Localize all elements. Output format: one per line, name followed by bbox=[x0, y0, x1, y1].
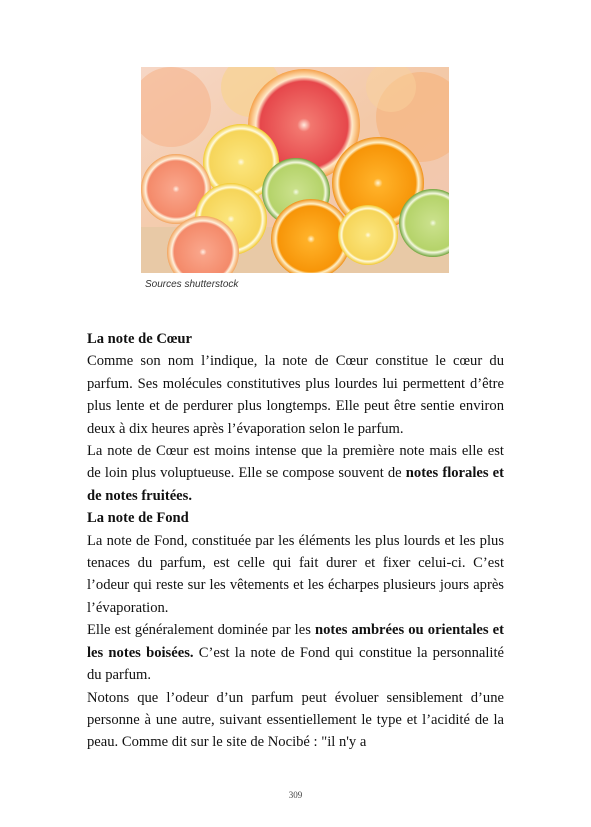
heart-note-emphasis: notes florales et de notes fruitées. bbox=[87, 465, 504, 504]
heart-note-paragraph-2-text: La note de Cœur est moins intense que la première note mais elle est de loin plus voluptueuse. Elle se compose souvent de bbox=[87, 443, 504, 482]
body-text bbox=[87, 328, 504, 754]
base-note-paragraph-3: Notons que l’odeur d’un parfum peut évoluer sensiblement d’une personne à une autre, suivant essentiellement le type et l’acidité de la peau. Comme dit sur le site de Nocibé : "il n'y a bbox=[87, 689, 504, 751]
photo-caption: Sources shutterstock bbox=[145, 279, 239, 290]
base-note-heading: La note de Fond bbox=[87, 510, 189, 527]
base-note-paragraph-2-end: C’est la note de Fond qui constitue la personnalité du parfum. bbox=[87, 644, 504, 684]
heart-note-heading: La note de Cœur bbox=[87, 331, 192, 347]
heart-note-paragraph-1: Comme son nom l’indique, la note de Cœur constitue le cœur du parfum. Ses molécules constitutives plus lourdes lui permettent d’être plus lente et de perdurer plus longtemps. Elle peut être sentie environ deux à dix heures après l’évaporation selon le parfum. bbox=[87, 353, 504, 437]
base-note-paragraph-1: La note de Fond, constituée par les éléments les plus lourds et les plus tenaces du parfum, est celle qui fait durer et fixer celui-ci. C’est l’odeur qui reste sur les vêtements et les écharpes plusieurs jours après l’évaporation. bbox=[87, 532, 504, 616]
base-note-emphasis: notes ambrées ou orientales et les notes boisées. bbox=[87, 622, 504, 661]
citrus-photo bbox=[141, 67, 449, 273]
heart-note-paragraph-2 bbox=[87, 440, 504, 507]
page-number: 309 bbox=[288, 790, 303, 800]
base-note-paragraph-2 bbox=[87, 619, 504, 686]
base-note-paragraph-2-text: Elle est généralement dominée par les bbox=[87, 622, 315, 639]
